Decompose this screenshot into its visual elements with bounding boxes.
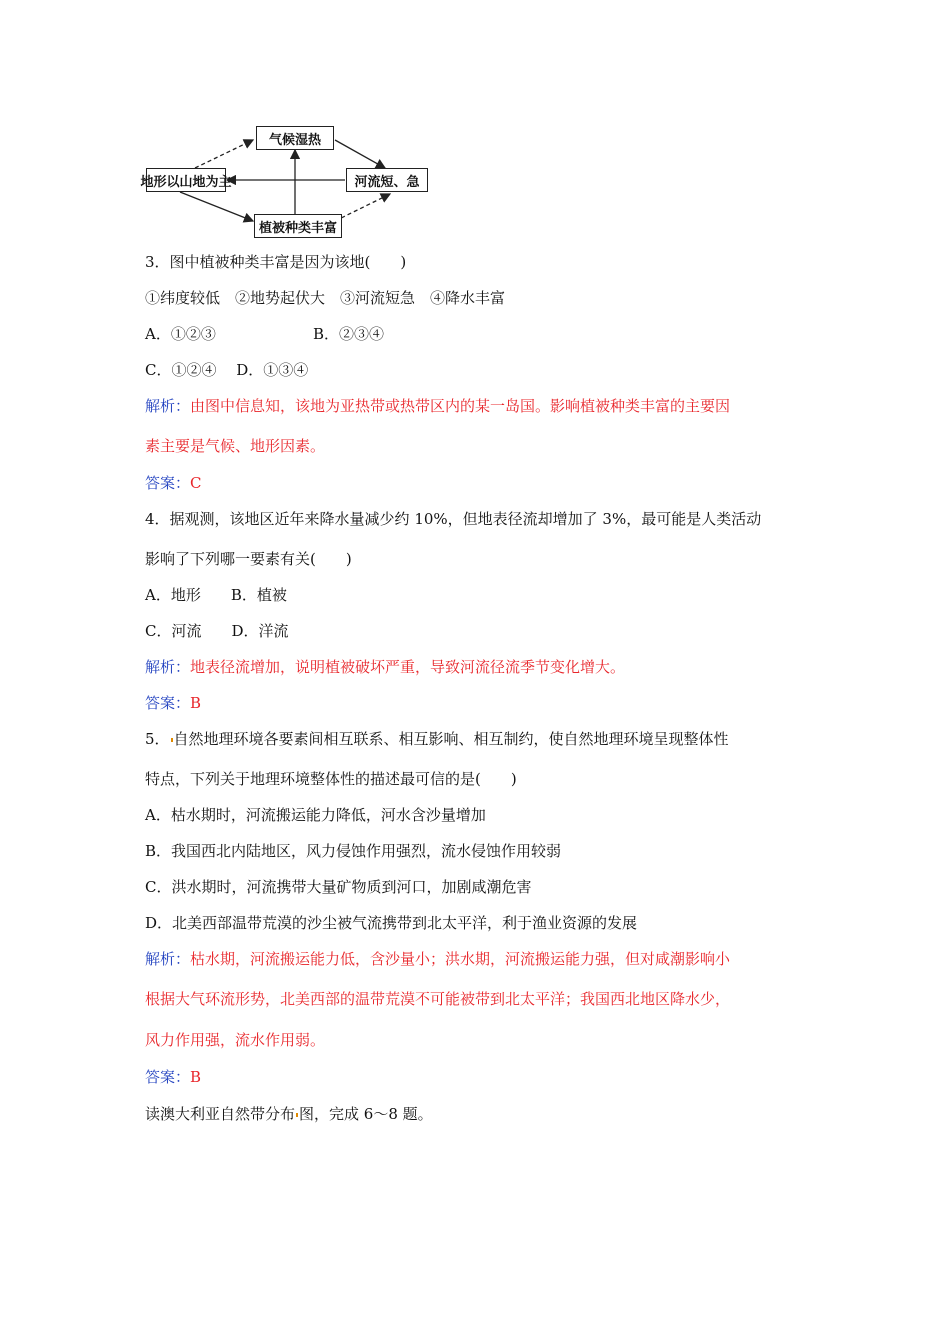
q5-option-b: B．我国西北内陆地区，风力侵蚀作用强烈，流水侵蚀作用较弱 <box>145 842 562 860</box>
diagram-box-river: 河流短、急 <box>346 168 428 192</box>
q5-answer-label: 答案： <box>145 1068 191 1086</box>
q5-stem-2: 特点，下列关于地理环境整体性的描述最可信的是( ) <box>145 770 517 788</box>
q5-answer <box>145 1067 201 1087</box>
q5-option-d: D．北美西部温带荒漠的沙尘被气流携带到北太平洋，利于渔业资源的发展 <box>145 914 638 932</box>
q5-answer-value: B <box>190 1068 202 1086</box>
diagram-box-climate: 气候湿热 <box>256 126 334 150</box>
q4-answer <box>145 693 201 713</box>
marker-dot-2 <box>296 1113 298 1117</box>
q3-answer-label: 答案： <box>145 474 191 492</box>
q3-stem: 3．图中植被种类丰富是因为该地( ) <box>145 253 407 271</box>
q5-option-c: C．洪水期时，河流携带大量矿物质到河口，加剧咸潮危害 <box>145 878 532 896</box>
q3-items: ①纬度较低 ②地势起伏大 ③河流短急 ④降水丰富 <box>145 289 506 307</box>
q5-number: 5． <box>145 730 170 748</box>
q4-stem-1: 4．据观测，该地区近年来降水量减少约 10%，但地表径流却增加了 3%，最可能是人类活动 <box>145 510 762 528</box>
q3-analysis-text-2: 素主要是气候、地形因素。 <box>145 437 326 455</box>
q4-options-ab: A．地形 B．植被 <box>145 586 287 604</box>
q5-stem-1 <box>145 729 729 749</box>
q4-stem-2: 影响了下列哪一要素有关( ) <box>145 550 352 568</box>
q5-analysis-text-3: 风力作用强，流水作用弱。 <box>145 1031 326 1049</box>
q3-analysis-label: 解析： <box>145 397 191 415</box>
q5-option-a: A．枯水期时，河流搬运能力降低，河水含沙量增加 <box>145 806 486 824</box>
diagram-box-terrain: 地形以山地为主 <box>146 168 226 192</box>
marker-dot <box>171 738 173 742</box>
q3-option-b: B．②③④ <box>313 325 385 343</box>
footer-text-1: 读澳大利亚自然带分布 <box>145 1105 296 1123</box>
q5-analysis <box>145 949 730 969</box>
diagram-box-vegetation: 植被种类丰富 <box>254 214 342 238</box>
q5-analysis-text-1: 枯水期，河流搬运能力低，含沙量小；洪水期，河流搬运能力强，但对咸潮影响小 <box>190 950 731 968</box>
q3-answer-value: C <box>190 474 202 492</box>
q4-options-cd: C．河流 D．洋流 <box>145 622 289 640</box>
q4-analysis-text: 地表径流增加，说明植被破坏严重，导致河流径流季节变化增大。 <box>190 658 626 676</box>
q5-analysis-text-2: 根据大气环流形势，北美西部的温带荒漠不可能被带到北太平洋；我国西北地区降水少， <box>145 990 731 1008</box>
q3-options-cd: C．①②④ D．①③④ <box>145 361 309 379</box>
q4-answer-value: B <box>190 694 202 712</box>
q5-analysis-label: 解析： <box>145 950 191 968</box>
q4-analysis-label: 解析： <box>145 658 191 676</box>
q3-answer <box>145 473 202 493</box>
q4-answer-label: 答案： <box>145 694 191 712</box>
footer-instruction <box>145 1104 433 1124</box>
relationship-diagram <box>140 118 460 243</box>
footer-text-2: 图，完成 6～8 题。 <box>299 1105 433 1123</box>
q3-option-a: A．①②③ <box>145 325 216 343</box>
q4-analysis <box>145 657 625 677</box>
q5-stem-1-text: 自然地理环境各要素间相互联系、相互影响、相互制约，使自然地理环境呈现整体性 <box>173 730 729 748</box>
q3-analysis <box>145 396 730 416</box>
q3-analysis-text-1: 由图中信息知，该地为亚热带或热带区内的某一岛国。影响植被种类丰富的主要因 <box>190 397 731 415</box>
